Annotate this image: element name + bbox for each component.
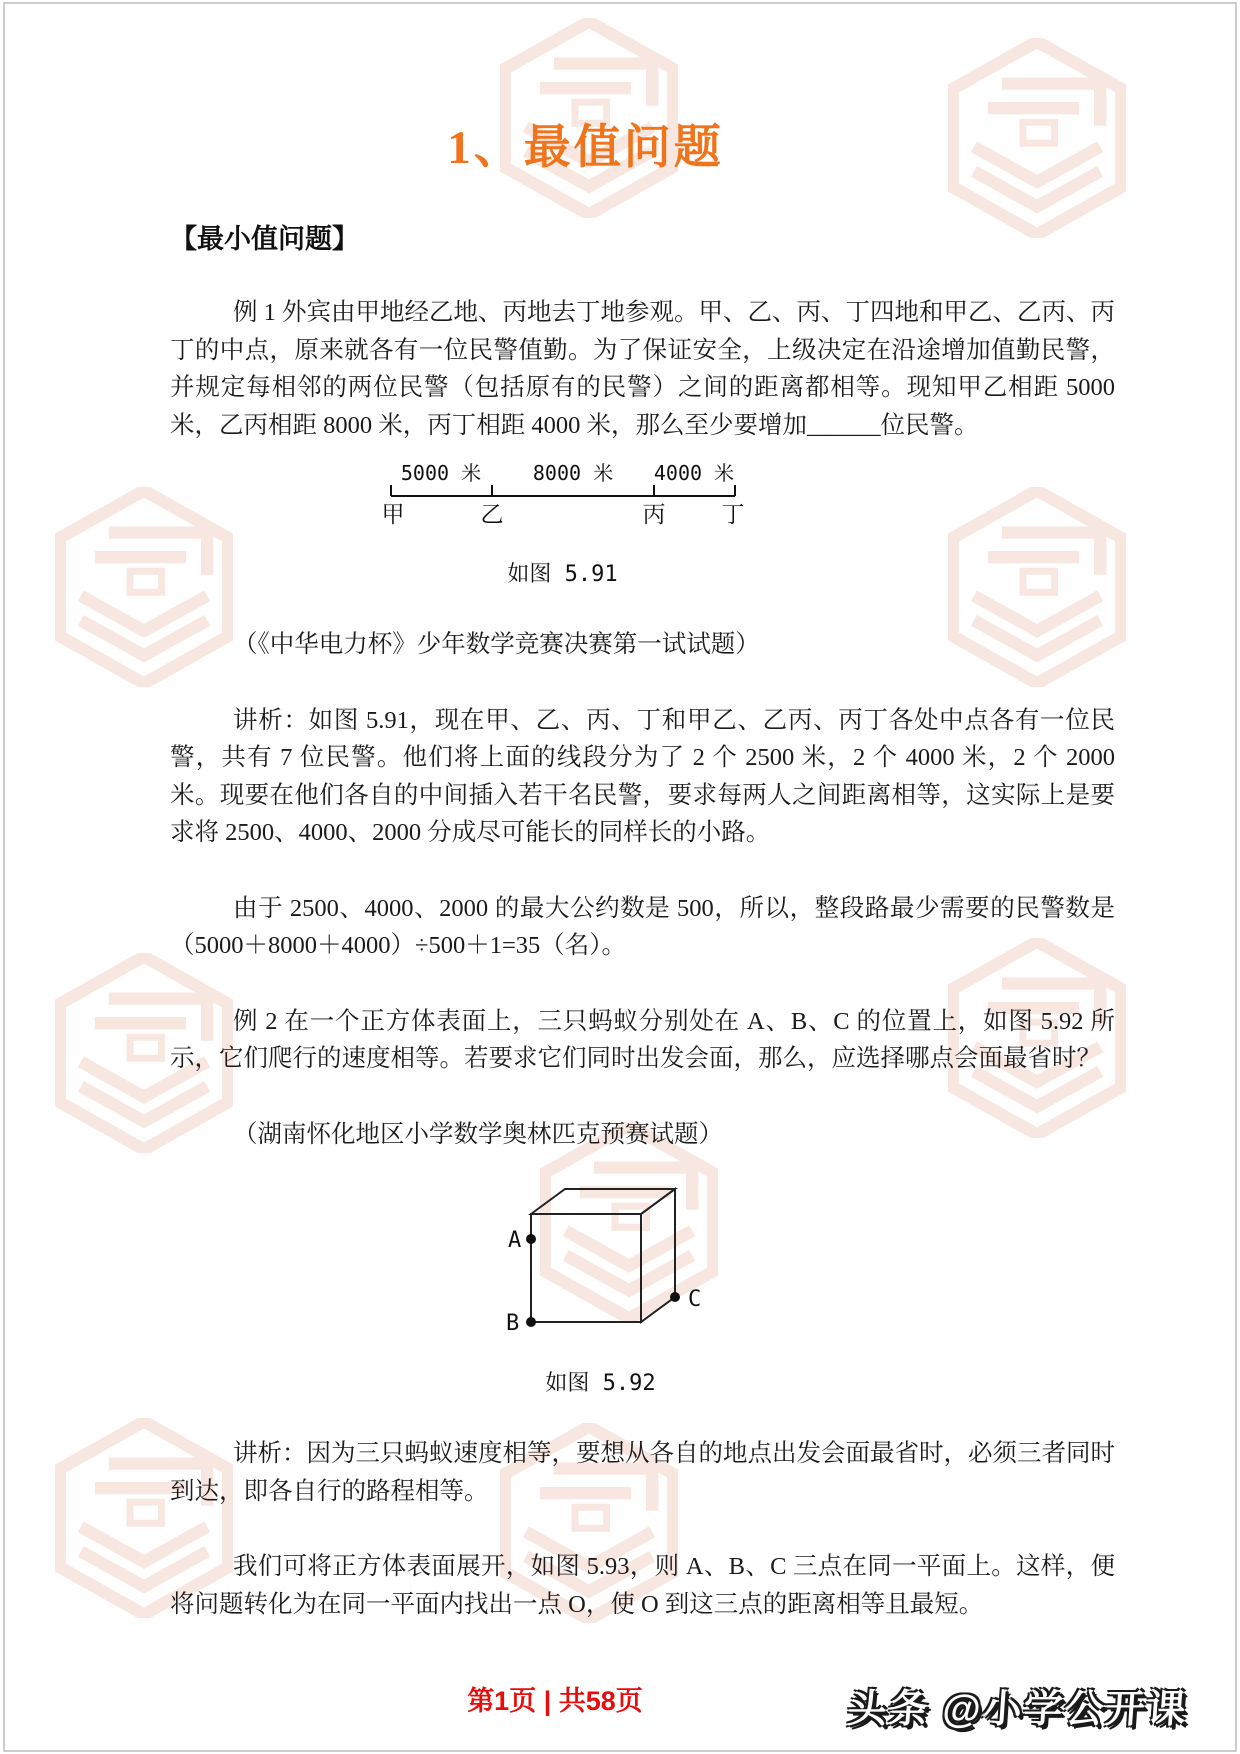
distance-label-1: 5000 米: [400, 461, 481, 485]
point-label-jia: 甲: [382, 502, 404, 528]
paragraph-example2: 例 2 在一个正方体表面上，三只蚂蚁分别处在 A、B、C 的位置上，如图 5.92 所示，它们爬行的速度相等。若要求它们同时出发会面，那么，应选择哪点会面最省时？: [170, 1007, 1115, 1072]
point-b-dot: [526, 1317, 536, 1327]
point-label-c: C: [687, 1287, 701, 1312]
figure-5-92-drawing: [128, 1169, 1073, 1342]
point-label-ding: 丁: [721, 502, 743, 528]
figure-5-91-caption: 如图 5.91: [507, 562, 618, 587]
cube-diagram: [476, 1169, 726, 1337]
point-label-yi: 乙: [480, 502, 503, 528]
section-heading: 【最小值问题】: [170, 224, 359, 254]
paragraph-analysis1b: 由于 2500、4000、2000 的最大公约数是 500，所以，整段路最少需要的民警数是（5000＋8000＋4000）÷500＋1=35（名）。: [170, 894, 1115, 959]
point-label-a: A: [507, 1228, 521, 1253]
point-label-bing: 丙: [642, 502, 665, 528]
cube-front-face: [531, 1214, 641, 1322]
paragraph-example1: 例 1 外宾由甲地经乙地、丙地去丁地参观。甲、乙、丙、丁四地和甲乙、乙丙、丙丁的中点，原来就各有一位民警值勤。为了保证安全，上级决定在沿途增加值勤民警，并规定每相邻的两位民警（包括原有的民警）之间的距离都相等。现知甲乙相距 5000 米，乙丙相距 8000 米，丙丁相距 4000 米，那么至少要增加______位民警。: [170, 299, 1115, 439]
segment-line-diagram: [383, 460, 743, 528]
paragraph-analysis2b: 我们可将正方体表面展开，如图 5.93，则 A、B、C 三点在同一平面上。这样，便将问题转化为在同一平面内找出一点 O，使 O 到这三点的距离相等且最短。: [170, 1553, 1115, 1618]
paragraph-source2: （湖南怀化地区小学数学奥林匹克预赛试题）: [233, 1120, 723, 1148]
point-a-dot: [526, 1234, 536, 1244]
figure-5-92: [170, 1169, 1115, 1397]
document-body: [0, 110, 1240, 1623]
distance-label-3: 4000 米: [653, 461, 734, 485]
distance-label-2: 8000 米: [532, 461, 613, 485]
cube-right-face: [641, 1189, 675, 1322]
point-label-b: B: [505, 1311, 519, 1336]
point-c-dot: [670, 1292, 680, 1302]
page-title: 1、最值问题: [447, 122, 724, 174]
cube-top-face: [531, 1189, 675, 1214]
figure-5-92-caption: 如图 5.92: [545, 1371, 656, 1396]
paragraph-analysis1a: 讲析：如图 5.91，现在甲、乙、丙、丁和甲乙、乙丙、丙丁各处中点各有一位民警，共有 7 位民警。他们将上面的线段分为了 2 个 2500 米，2 个 4000 米，2 个 2000 米。现要在他们各自的中间插入若干名民警，要求每两人之间距离相等，这实际上是要求将 2500、4000、2000 分成尽可能长的同样长的小路。: [170, 706, 1115, 846]
page-number-indicator: 第1页 | 共58页: [467, 1686, 643, 1716]
paragraph-source1: （《中华电力杯》少年数学竞赛决赛第一试试题）: [233, 631, 760, 658]
brand-watermark: 头条 @小学公开课: [846, 1688, 1190, 1731]
paragraph-analysis2a: 讲析：因为三只蚂蚁速度相等，要想从各自的地点出发会面最省时，必须三者同时到达，即各自行的路程相等。: [170, 1440, 1115, 1505]
figure-5-91: [170, 460, 1115, 588]
figure-5-91-drawing: [90, 460, 1035, 533]
